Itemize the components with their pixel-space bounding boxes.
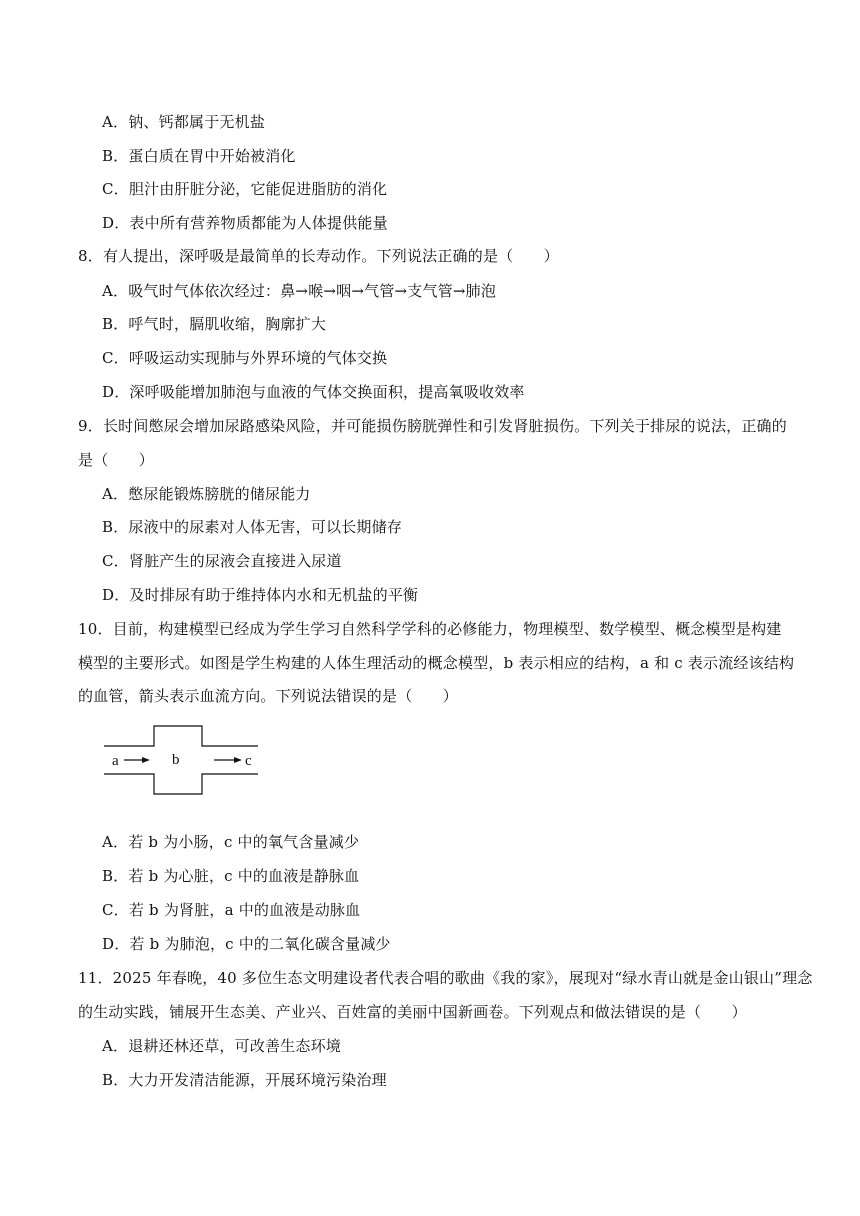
q10-stem-line1: 10．目前，构建模型已经成为学生学习自然科学学科的必修能力，物理模型、数学模型、概念模型是构建 [78,620,782,638]
q11-option-b: B．大力开发清洁能源，开展环境污染治理 [102,1071,387,1089]
q10-option-d: D．若 b 为肺泡，c 中的二氧化碳含量减少 [102,935,391,953]
q7-option-d: D．表中所有营养物质都能为人体提供能量 [102,214,388,232]
q8-option-b: B．呼气时，膈肌收缩，胸廓扩大 [102,315,327,333]
q11-option-a: A．退耕还林还草，可改善生态环境 [102,1037,342,1055]
q10-option-a: A．若 b 为小肠，c 中的氧气含量减少 [102,833,360,851]
q8-option-d: D．深呼吸能增加肺泡与血液的气体交换面积，提高氧吸收效率 [102,383,525,401]
q7-option-c: C．胆汁由肝脏分泌，它能促进脂肪的消化 [102,180,388,198]
q7-option-a: A．钠、钙都属于无机盐 [102,113,266,131]
q10-option-c: C．若 b 为肾脏，a 中的血液是动脉血 [102,901,361,919]
q8-stem: 8．有人提出，深呼吸是最简单的长寿动作。下列说法正确的是（ ） [78,247,559,265]
q9-option-d: D．及时排尿有助于维持体内水和无机盐的平衡 [102,586,419,604]
q10-stem-line3: 的血管，箭头表示血流方向。下列说法错误的是（ ） [78,687,459,705]
q9-option-c: C．肾脏产生的尿液会直接进入尿道 [102,552,342,570]
q9-option-a: A．憋尿能锻炼膀胱的储尿能力 [102,485,311,503]
diagram-label-a: a [112,753,119,769]
q10-option-b: B．若 b 为心脏，c 中的血液是静脉血 [102,867,360,885]
arrow-a-head [142,757,150,763]
diagram-outline-top [104,726,258,746]
q9-stem-line2: 是（ ） [78,451,155,469]
q8-option-c: C．呼吸运动实现肺与外界环境的气体交换 [102,349,388,367]
q8-option-a: A．吸气时气体依次经过：鼻→喉→咽→气管→支气管→肺泡 [102,282,497,300]
q11-stem-line1: 11．2025 年春晚，40 多位生态文明建设者代表合唱的歌曲《我的家》，展现对“绿水青山就是金山银山”理念 [78,969,813,987]
diagram-outline-bottom [104,774,258,794]
blood-flow-concept-diagram [100,722,262,798]
q9-option-b: B．尿液中的尿素对人体无害，可以长期储存 [102,518,403,536]
diagram-label-c: c [245,753,252,769]
arrow-c-head [234,757,242,763]
q7-option-b: B．蛋白质在胃中开始被消化 [102,147,296,165]
q11-stem-line2: 的生动实践，铺展开生态美、产业兴、百姓富的美丽中国新画卷。下列观点和做法错误的是（ ） [78,1003,747,1021]
q9-stem-line1: 9．长时间憋尿会增加尿路感染风险，并可能损伤膀胱弹性和引发肾脏损伤。下列关于排尿的说法，正确的 [78,417,787,435]
diagram-label-b: b [172,752,180,768]
q10-stem-line2: 模型的主要形式。如图是学生构建的人体生理活动的概念模型，b 表示相应的结构，a 和 c 表示流经该结构 [78,654,795,672]
